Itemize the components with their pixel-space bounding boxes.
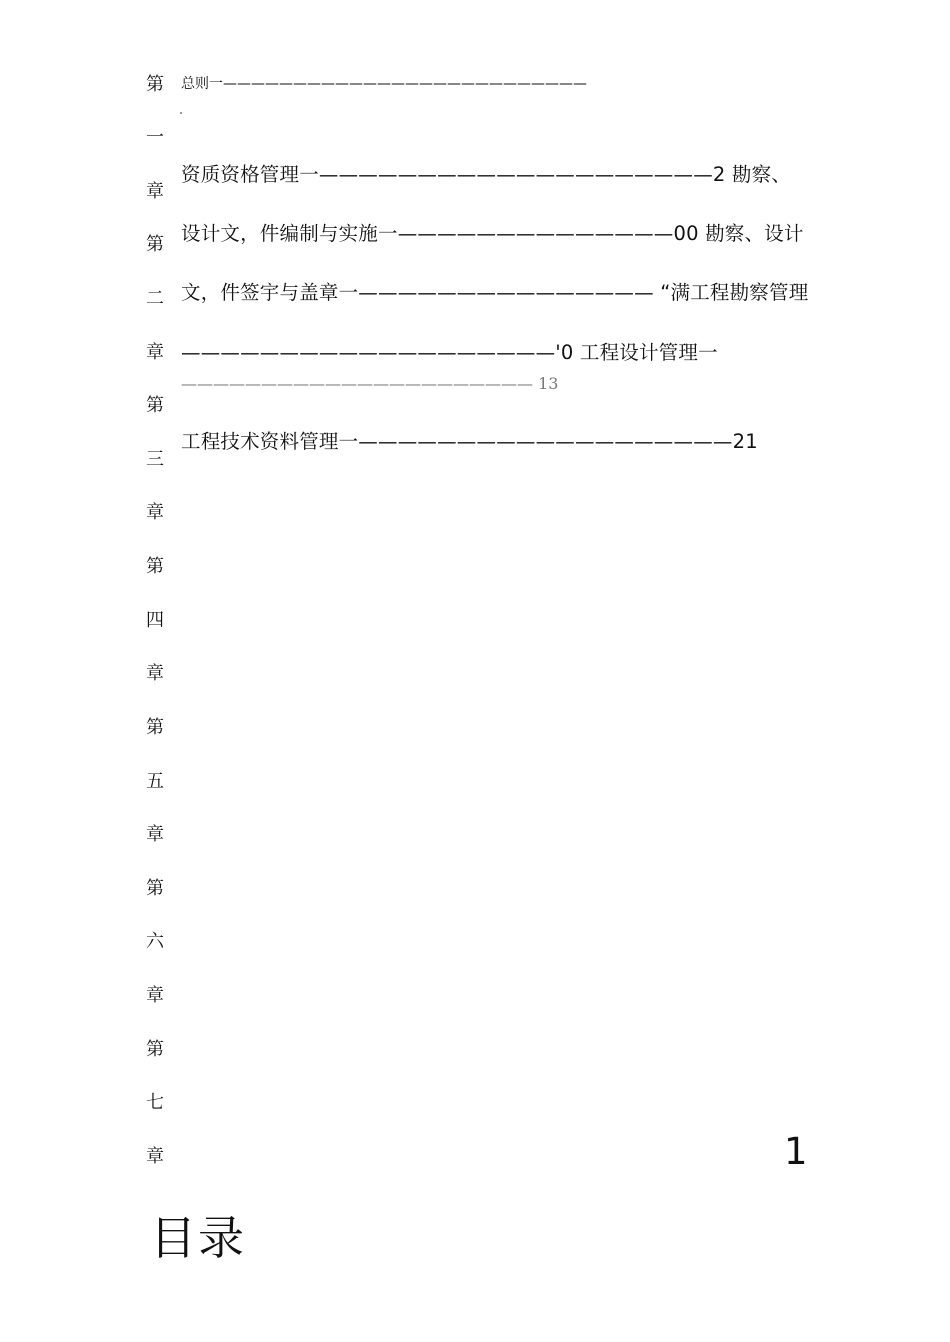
toc-line: 文，件签宇与盖章一——————————————— “满工程勘察管理 <box>181 281 809 304</box>
chapter-char: 七 <box>146 1092 164 1113</box>
page-number: 1 <box>784 1130 808 1173</box>
chapter-char: 第 <box>146 878 164 899</box>
chapter-char: 第 <box>146 556 164 577</box>
chapter-char: 章 <box>146 663 164 684</box>
chapter-char: 六 <box>146 931 164 952</box>
toc-line: ———————————————————'0 工程设计管理一 <box>181 341 718 364</box>
chapter-char: 第 <box>146 74 164 95</box>
chapter-char: 三 <box>146 449 164 470</box>
chapter-char: 一 <box>146 127 164 148</box>
chapter-char: 第 <box>146 234 164 255</box>
chapter-char: 第 <box>146 395 164 416</box>
toc-line: —————————————————————— 13 <box>181 374 559 393</box>
chapter-char: 章 <box>146 985 164 1006</box>
chapter-char: 章 <box>146 502 164 523</box>
chapter-char: 章 <box>146 342 164 363</box>
toc-line: 工程技术资料管理一———————————————————21 <box>181 430 758 453</box>
chapter-char: 第 <box>146 1039 164 1060</box>
chapter-char: 五 <box>146 771 164 792</box>
chapter-char: 第 <box>146 717 164 738</box>
chapter-char: 章 <box>146 181 164 202</box>
chapter-char: 二 <box>146 288 164 309</box>
toc-line: 总则一—————————————————————————— <box>181 76 587 92</box>
toc-line: 设计文，件编制与实施一——————————————00 勘察、设计 <box>181 222 804 245</box>
page-title: 目录 <box>150 1211 246 1265</box>
stray-dot <box>180 112 182 114</box>
chapter-char: 章 <box>146 1146 164 1167</box>
toc-line: 资质资格管理一————————————————————2 勘察、 <box>181 163 792 186</box>
chapter-char: 四 <box>146 610 164 631</box>
chapter-char: 章 <box>146 824 164 845</box>
